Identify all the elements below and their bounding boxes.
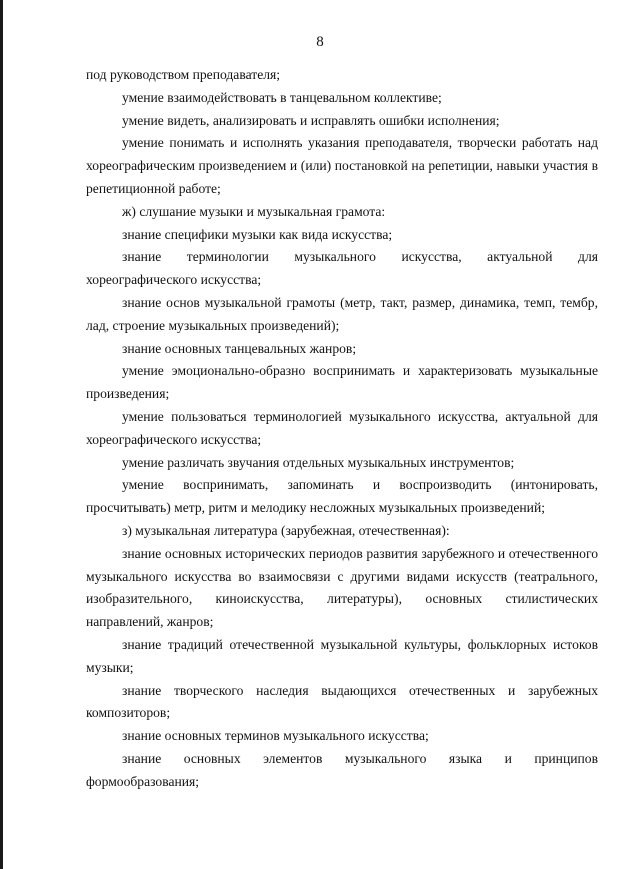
paragraph: знание основных элементов музыкального языка и принципов формообразования; <box>86 750 598 789</box>
paragraph: умение воспринимать, запоминать и воспроизводить (интонировать, просчитывать) метр, ритм и мелодику несложных музыкальных произведений; <box>86 477 598 516</box>
paragraph: знание основных терминов музыкального искусства; <box>122 728 429 744</box>
paragraph: ж) слушание музыки и музыкальная грамота: <box>122 203 386 219</box>
scan-left-border <box>0 0 3 869</box>
paragraph: умение взаимодействовать в танцевальном коллективе; <box>122 89 442 105</box>
paragraph: умение эмоционально-образно воспринимать и характеризовать музыкальные произведения; <box>86 363 598 402</box>
paragraph: умение пользоваться терминологией музыкального искусства, актуальной для хореографического искусства; <box>86 408 598 447</box>
paragraph: умение различать звучания отдельных музыкальных инструментов; <box>122 454 515 470</box>
paragraph: знание основных танцевальных жанров; <box>122 340 357 356</box>
paragraph: умение видеть, анализировать и исправлять ошибки исполнения; <box>122 112 500 128</box>
document-body <box>86 64 598 794</box>
paragraph: знание терминологии музыкального искусства, актуальной для хореографического искусства; <box>86 249 598 288</box>
paragraph: знание специфики музыки как вида искусства; <box>122 226 393 242</box>
paragraph: знание основ музыкальной грамоты (метр, такт, размер, динамика, темп, тембр, лад, строение музыкальных произведений); <box>86 294 598 333</box>
page-number: 8 <box>316 34 324 50</box>
paragraph: под руководством преподавателя; <box>86 67 281 82</box>
paragraph: з) музыкальная литература (зарубежная, отечественная): <box>122 522 450 538</box>
paragraph: знание творческого наследия выдающихся отечественных и зарубежных композиторов; <box>86 682 598 721</box>
paragraph: умение понимать и исполнять указания преподавателя, творчески работать над хореографическим произведением и (или) постановкой на репетиции, навыки участия в репетиционной работе; <box>86 135 598 196</box>
paragraph: знание традиций отечественной музыкальной культуры, фольклорных истоков музыки; <box>86 636 598 675</box>
paragraph: знание основных исторических периодов развития зарубежного и отечественного музыкального искусства во взаимосвязи с другими видами искусств (театрального, изобразительного, киноискусства, литературы), основных стилистических направлений, жанров; <box>86 545 598 630</box>
